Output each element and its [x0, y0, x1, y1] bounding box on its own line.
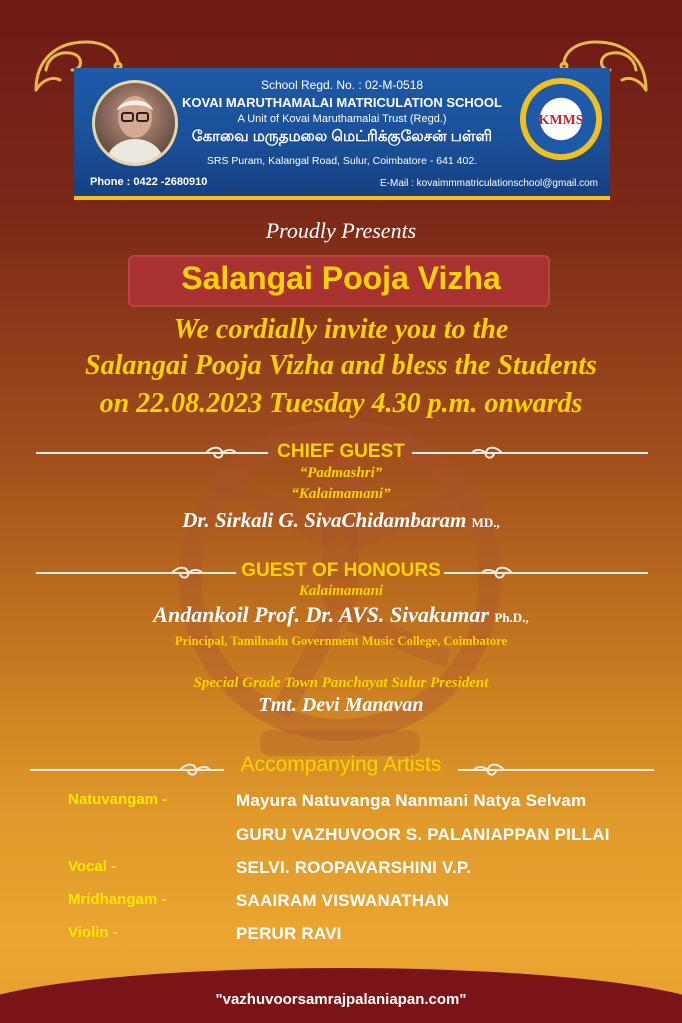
event-title: Salangai Pooja Vizha — [181, 260, 501, 296]
artist-role: Violin - — [68, 924, 118, 941]
artists-heading: Accompanying Artists — [240, 753, 442, 776]
website-link[interactable]: "vazhuvoorsamrajpalaniapan.com" — [215, 991, 467, 1008]
chief-guest-title-1: “Padmashri” — [299, 465, 383, 481]
svg-text:KMMS: KMMS — [538, 113, 584, 128]
artist-role: Vocal - — [68, 858, 117, 875]
address: SRS Puram, Kalangal Road, Sulur, Coimbatore - 641 402. — [206, 155, 478, 167]
email: E-Mail : kovaimmmatriculationschool@gmail.com — [380, 178, 598, 189]
phone: Phone : 0422 -2680910 — [90, 176, 208, 188]
artist-name: SAAIRAM VISWANATHAN — [236, 891, 450, 910]
second-guest-name: Tmt. Devi Manavan — [258, 694, 424, 716]
guests-heading: GUEST OF HONOURS — [241, 560, 441, 581]
chief-guest-suffix: MD., — [471, 515, 500, 530]
invite-line-1: We cordially invite you to the — [173, 314, 509, 345]
artist-name: Mayura Natuvanga Nanmani Natya Selvam — [236, 791, 587, 810]
artist-role: Mridhangam - — [68, 891, 167, 908]
artist-role: Natuvangam - — [68, 791, 168, 808]
regd-number: School Regd. No. : 02-M-0518 — [260, 78, 424, 92]
chief-guest-heading: CHIEF GUEST — [277, 441, 405, 462]
guest-designation: Principal, Tamilnadu Government Music College, Coimbatore — [174, 634, 508, 648]
invite-line-2: Salangai Pooja Vizha and bless the Students — [85, 350, 597, 381]
school-header-banner — [74, 68, 610, 200]
chief-guest-name-text: Dr. Sirkali G. SivaChidambaram — [182, 508, 467, 532]
artist-name: PERUR RAVI — [236, 924, 342, 943]
trust-line: A Unit of Kovai Maruthamalai Trust (Regd.) — [237, 113, 447, 125]
invite-line-3: on 22.08.2023 Tuesday 4.30 p.m. onwards — [99, 388, 583, 419]
school-name-tamil: கோவை மருதமலை மெட்ரிக்குலேசன் பள்ளி — [191, 128, 493, 145]
artist-name: GURU VAZHUVOOR S. PALANIAPPAN PILLAI — [236, 825, 610, 844]
school-name: KOVAI MARUTHAMALAI MATRICULATION SCHOOL — [182, 95, 502, 110]
second-guest-designation: Special Grade Town Panchayat Sulur President — [193, 675, 489, 691]
guest-name-text: Andankoil Prof. Dr. AVS. Sivakumar — [153, 602, 489, 627]
proudly-presents: Proudly Presents — [265, 218, 417, 243]
chief-guest-title-2: “Kalaimamani” — [291, 486, 391, 502]
chief-guest-name — [0, 508, 682, 533]
guest-suffix: Ph.D., — [494, 610, 529, 625]
guest-title: Kalaimamani — [298, 583, 384, 599]
guest-name — [0, 602, 682, 628]
artist-name: SELVI. ROOPAVARSHINI V.P. — [236, 858, 472, 877]
